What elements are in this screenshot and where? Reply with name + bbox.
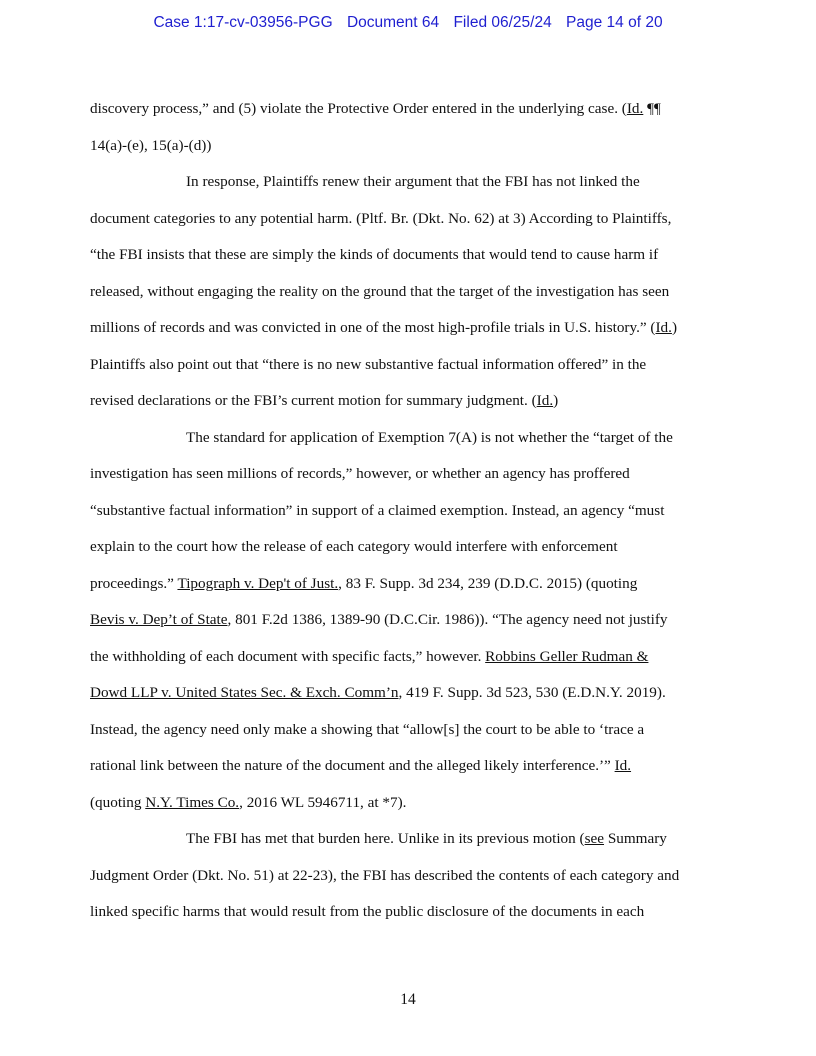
text-line	[90, 675, 730, 712]
body-text-segment: The FBI has met that burden here. Unlike in its previous motion (	[186, 830, 585, 847]
filed-date: Filed 06/25/24	[453, 14, 552, 31]
text-line	[90, 821, 730, 858]
text-line	[90, 456, 730, 493]
body-text-segment: )	[553, 392, 559, 409]
text-line	[90, 201, 730, 238]
citation-text: N.Y. Times Co.	[145, 793, 240, 811]
body-text-segment: ¶¶	[643, 100, 661, 117]
body-text-segment: linked specific harms that would result from the public disclosure of the documents in each	[90, 903, 645, 920]
text-line	[90, 566, 730, 603]
body-text-segment: “substantive factual information” in support of a claimed exemption. Instead, an agency “must	[90, 501, 665, 519]
body-text-segment: Judgment Order (Dkt. No. 51) at 22-23), the FBI has described the contents of each category and	[90, 866, 680, 884]
body-text-segment: , 801 F.2d 1386, 1389-90 (D.C.Cir. 1986)). “The agency need not justify	[227, 611, 668, 628]
citation-text: Id.	[626, 100, 644, 117]
citation-text: Id.	[536, 392, 554, 409]
text-line	[90, 91, 730, 128]
text-line	[90, 894, 730, 931]
citation-text: Bevis v. Dep’t of State	[90, 611, 228, 628]
text-line	[90, 858, 730, 895]
text-line	[90, 347, 730, 384]
citation-text: Robbins Geller Rudman &	[485, 647, 649, 665]
page-number: 14	[400, 991, 416, 1008]
text-line	[90, 602, 730, 639]
body-text-segment: investigation has seen millions of records,” however, or whether an agency has proffered	[90, 465, 630, 482]
body-text-segment: the withholding of each document with specific facts,” however.	[90, 647, 486, 665]
text-line	[90, 128, 730, 165]
text-line	[90, 310, 730, 347]
citation-text: Dowd LLP v. United States Sec. & Exch. Comm’n	[90, 684, 399, 701]
citation-text: Id.	[614, 757, 632, 774]
citation-text: Id.	[655, 319, 672, 336]
citation-text: Tipograph v. Dep't of Just.	[177, 574, 339, 592]
body-text-segment: , 419 F. Supp. 3d 523, 530 (E.D.N.Y. 2019).	[398, 684, 666, 701]
text-line	[90, 383, 730, 420]
text-line	[90, 748, 730, 785]
body-text-segment: “the FBI insists that these are simply the kinds of documents that would tend to cause harm if	[90, 246, 659, 263]
body-text-segment: explain to the court how the release of each category would interfere with enforcement	[90, 538, 618, 555]
citation-text: see	[584, 830, 605, 847]
text-line	[90, 639, 730, 676]
body-text-segment: 14(a)-(e), 15(a)-(d))	[90, 136, 212, 154]
document-number: Document 64	[346, 14, 440, 31]
body-text-segment: proceedings.”	[90, 574, 178, 592]
body-text-segment: Instead, the agency need only make a showing that “allow[s] the court to be able to ‘trace a	[90, 720, 645, 738]
body-text-segment: , 83 F. Supp. 3d 234, 239 (D.D.C. 2015) (quoting	[338, 574, 638, 592]
body-text-segment: The standard for application of Exemption 7(A) is not whether the “target of the	[186, 428, 673, 446]
case-header	[0, 14, 816, 32]
body-text-segment: Summary	[604, 830, 667, 847]
text-line	[90, 785, 730, 822]
body-text-segment: In response, Plaintiffs renew their argument that the FBI has not linked the	[186, 173, 640, 190]
body-text-segment: document categories to any potential harm. (Pltf. Br. (Dkt. No. 62) at 3) According to Plaintiffs,	[90, 209, 672, 227]
text-line	[90, 493, 730, 530]
case-number: Case 1:17-cv-03956-PGG	[153, 14, 333, 31]
text-line	[90, 274, 730, 311]
page-indicator: Page 14 of 20	[566, 14, 663, 31]
text-line	[90, 712, 730, 749]
body-text-segment: Plaintiffs also point out that “there is no new substantive factual information offered” in the	[90, 355, 647, 373]
body-text-segment: , 2016 WL 5946711, at *7).	[239, 793, 407, 811]
body-text-segment: millions of records and was convicted in one of the most high-profile trials in U.S. history.” (	[90, 319, 656, 336]
body-text-segment: revised declarations or the FBI’s current motion for summary judgment. (	[90, 392, 537, 409]
body-text-segment: released, without engaging the reality on the ground that the target of the investigation has seen	[90, 282, 670, 300]
text-line	[90, 164, 730, 201]
body-text-segment: rational link between the nature of the document and the alleged likely interference.’”	[90, 757, 615, 774]
body-text-segment: discovery process,” and (5) violate the Protective Order entered in the underlying case. (	[90, 100, 627, 117]
document-body	[90, 91, 730, 931]
text-line	[90, 237, 730, 274]
body-text-segment: (quoting	[90, 793, 146, 811]
body-text-segment: )	[671, 319, 677, 336]
text-line	[90, 420, 730, 457]
text-line	[90, 529, 730, 566]
